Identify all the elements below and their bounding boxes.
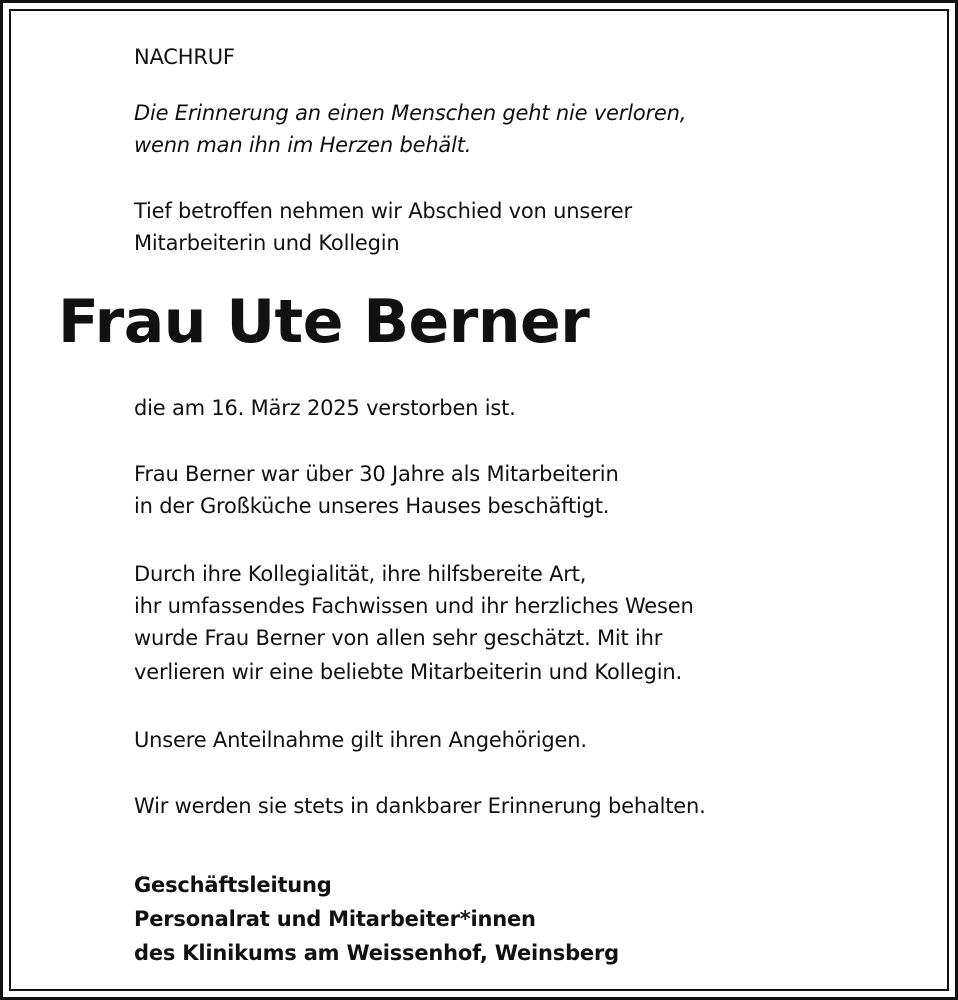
paragraph-line: wurde Frau Berner von allen sehr geschätzt. Mit ihr [134,626,663,650]
death-date: die am 16. März 2025 verstorben ist. [134,396,516,420]
signature-line: Personalrat und Mitarbeiter*innen [134,907,536,931]
signature-line: Geschäftsleitung [134,873,332,897]
paragraph-line: ihr umfassendes Fachwissen und ihr herzliches Wesen [134,594,694,618]
heading: NACHRUF [134,45,235,69]
paragraph-line: Unsere Anteilnahme gilt ihren Angehörigen. [134,728,587,752]
paragraph-line: verlieren wir eine beliebte Mitarbeiterin und Kollegin. [134,660,682,684]
intro-line: Mitarbeiterin und Kollegin [134,231,400,255]
paragraph-line: Frau Berner war über 30 Jahre als Mitarbeiterin [134,462,619,486]
intro-line: Tief betroffen nehmen wir Abschied von unserer [134,199,632,223]
paragraph-line: Wir werden sie stets in dankbarer Erinnerung behalten. [134,794,706,818]
paragraph-line: Durch ihre Kollegialität, ihre hilfsbereite Art, [134,562,587,586]
deceased-name: Frau Ute Berner [58,287,590,357]
quote-line: wenn man ihn im Herzen behält. [134,133,472,157]
quote-line: Die Erinnerung an einen Menschen geht nie verloren, [134,101,687,125]
signature-line: des Klinikums am Weissenhof, Weinsberg [134,941,619,965]
paragraph-line: in der Großküche unseres Hauses beschäftigt. [134,494,610,518]
